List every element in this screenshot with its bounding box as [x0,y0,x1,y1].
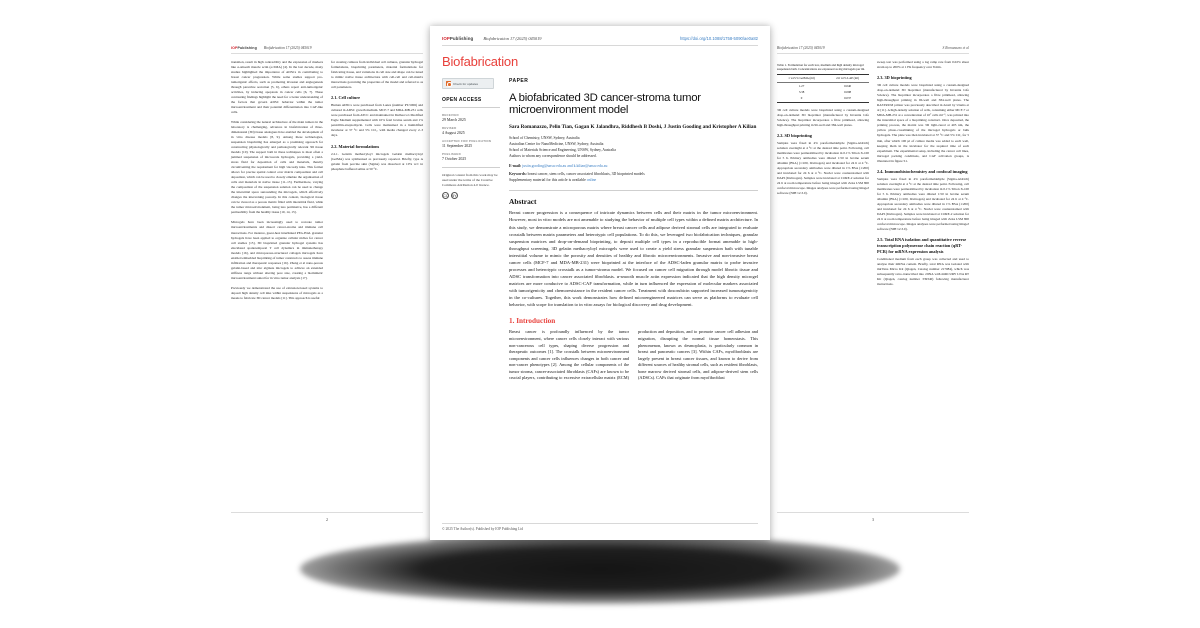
paragraph: 3D cell culture models were bioprinted using a custom-designed drop-on-demand 3D bioprinter (manufactured by Inventia Life Science). The bioprinter incorporates a fibre printhead, allowing high-throughput printing in 96-well and 384-well plates. The RASTRUM printer was previously described in detail by Utama et al [11]. A high-density solution of cells, containing either MCF-7 or MDA-MB-231 at a concentration of 10⁷ cells ml⁻¹, was printed into the interstitial space of a bioprinting construct. Once deposited, the printing process, the matrix was 3D light-cured at 405 nm, the yellow photo-crosslinking of the microgel hydrogels or bulk hydrogels. The plate was then incubated at 37 °C and 5% CO₂ for 5 min, after which 100 µl of culture media was added to each well, keeping them in the incubator for the required time of each experiment. The experimental setup, including the cancer cell lines, microgel packing conditions, and CAF activation groups, is illustrated in figure S1. [877,83,969,163]
article-metadata-rail [442,78,500,382]
keywords-value: breast cancer, stem cells, cancer associated fibroblasts, 3D bioprinted models [527,171,645,176]
date-published [442,152,500,161]
correspondence-emails [509,164,758,168]
supplementary-line [509,178,758,184]
journal-citation: Biofabrication 17 (2025) 045019 [263,46,312,50]
page-number-right: 3 [872,517,874,522]
table-cell: 0 [777,95,826,102]
paragraph: for creating cultures from individual cell cultures, granular hydrogel formulations, bioprinting parameters, material formulations for fabricating tissue, and variations in cell size and shape can be tuned to mimic native tissue architecture with cell-cell and cell-matrix interactions governing the properties of the model and referred to as cell parameters. [331,60,423,90]
section-heading-3d-bioprinting: 2.3. 3D bioprinting [877,75,912,81]
right-page-column-1 [777,60,869,292]
journal-citation: Biofabrication 17 (2025) 045019 [483,36,542,41]
title-page-footer [442,523,758,531]
table-caption: Table 1. Formulation for each low, medium and high density microgel suspension bath. Concentrations are expressed as mg microgels per ml. [777,63,866,72]
crossmark-label: Check for updates [453,81,479,86]
paragraph: Samples were fixed in 4% paraformaldehyde (Sigma-Aldrich) solution overnight at 4 °C at the desired time point. Following, cell membranes were permeabilised by incubation in 0.1% Triton X-100 for 5 h. Primary antibodies were diluted 1:50 in bovine serum albumin (BSA) (1:100, Invitrogen) and incubated for 24 h at 4 °C. Appropriate secondary antibodies were diluted in 1% BSA (1:200) and incubated for 24 h at 4 °C. Nuclei were counterstained with DAPI (Invitrogen). Samples were incubated at CORE-2 solution for 24 h at room temperature before being imaged with Zeiss LSM 800 confocal microscope. Images analyses were performed using ImageJ software (NIH v2.3.0). [877,176,969,232]
left-page-header [231,46,423,54]
table-cell: 0.040 [844,84,852,89]
page-title: A biofabricated 3D cancer-stroma tumor microenvironment model [509,91,701,117]
affiliation-item: School of Chemistry, UNSW, Sydney, Australia [509,135,580,140]
page-left [222,38,432,530]
affiliation-item: School of Materials Science and Engineering, UNSW, Sydney, Australia [509,147,616,152]
paragraph: contributing to excessive extracellular matrix (ECM) production and deposition, and to promote cancer cell adhesion and migration, disrupting the normal tissue homeostasis. This phenomenon, known as desmoplasia, is particularly common in breast and pancreatic cancers [3]. Within CAFs, myofibroblasts are largely present in breast cancer tissues, and known to derive from different sources of healthy stromal cells, such as resident fibroblasts, bone marrow derived stromal cells, and adipose-derived stem cells (ADSCs). CAFs that originate from myofibroblast [536,329,758,381]
iop-logo: IOPPublishing [231,46,257,50]
affiliations [509,136,758,160]
page-number-left: 2 [326,517,328,522]
left-page-column-1 [231,60,323,306]
crossmark-icon [446,81,451,86]
table-cell: 0.098 [844,90,852,95]
date-value: 29 March 2025 [442,117,466,122]
page-title [430,26,770,540]
copyright-text: © 2025 The Author(s). Published by IOP Publishing Ltd [442,527,524,531]
date-revised [442,126,500,135]
paragraph: Breast cancer is profoundly influenced by the tumor microenvironment, where cancer cells closely interact with various non-cancerous cell types, shaping diverse progression and therapeutic outcomes [1]. The crosstalk between microenvironment components and cancer cells influences changes in both cancer and non-cancer phenotypes [2]. Among the cellular components of the tumor stroma, cancer-associated fibroblasts (CAFs) are known to be crucial players, [509,329,629,381]
introduction-body [509,329,758,381]
date-label: REVISED [442,126,457,130]
date-label: ACCEPTED FOR PUBLICATION [442,139,492,143]
supplementary-link[interactable]: online [586,177,597,182]
right-page-column-2 [877,60,969,292]
footer-rule [777,512,969,513]
footer-rule [231,512,423,513]
creative-commons-badges [442,192,500,199]
introduction-heading: 1. Introduction [509,317,556,326]
table-header-cell: 1 wt/v% GelMA (ml) [777,74,826,82]
date-label: PUBLISHED [442,152,461,156]
section-heading-material-formulations: 2.2. Material formulations [331,143,380,149]
paragraph: Previously we demonstrated the use of extrusion-based systems to deposit high density cell inks within suspensions of microgels as a means to fabricate 3D cancer models [11]. This approach is useful [231,285,323,300]
paragraph: 3D cell culture models were bioprinted using a custom-designed drop-on-demand 3D bioprinter (manufactured by Inventia Life Science). The bioprinter incorporates a fibre printhead, allowing high-throughput printing in 96-well and 384-well plates. [777,107,869,127]
table-header-row [777,74,869,82]
formulation-table [777,63,869,103]
section-heading-bioprinting-left: 2.2. SD bioprinting [777,132,812,138]
paragraph: Human ADSCs were purchased from Lonza (number PT-5006) and cultured in ADSC growth medium. MCF-7 and MDA-MB-231 cells were purchased from ATCC and maintained in Dulbecco's Modified Eagle Medium supplemented with 10% fetal bovine serum and 1% penicillin-streptomycin. Cells were maintained in a humidified incubator at 37 °C and 5% CO₂, with media changed every 2–3 days. [331,103,423,138]
abstract-heading: Abstract [509,190,758,206]
paragraph: 2.2.1. Gelatin methacryloyl microgels Gelatin methacryloyl (GelMA) was synthesised as previously reported. Briefly, type A gelatin from porcine skin (Sigma) was dissolved at 10% w/v in phosphate buffered saline at 50 °C. [331,151,423,171]
doi-link[interactable]: https://doi.org/10.1088/1758-5090/ae0a82 [680,36,758,41]
cc-by-icon: BY [451,192,457,198]
abstract-text: Breast cancer progression is a consequence of intricate dynamics between cells and their matrix in the tumor microenvironment. However, most in vitro models are not amenable to studying the behavior of multiple cell types within a defined matrix architecture. In this study, we demonstrate a microporous matrix where breast cancer cells and adipose derived stromal cells are integrated to evaluate crosstalk between matrix parameters and heterotypic cell populations. To do this, we leveraged two biofabrication techniques, granular suspension matrices and drop-on-demand bioprinting, to deposit multiple cell types in a reproducible format amenable to high-throughput screening. 3D gelatin methacryloyl microgels were used to create a yield stress granular suspension bath with tunable interstitial volume to mimic the porosity and densities of healthy and fibrotic microenvironments. Invasive and non-invasive breast cancer cells (MCF-7 and MDA-MB-231) were bioprinted at the interface of the ADSC-laden granular matrix to probe invasive processes and heterotypic crosstalk as a tumor-stroma model. We focused on cancer cell migration through model fibrotic tissue and ADSC transformation into cancer associated fibroblasts. α-smooth muscle actin expression indicated that the high density microgel matrices are more conducive to ADSC-CAF transformation, while in turn influenced the expression of molecular markers associated with tumorigenicity and chemoresistance in the resident cancer cells. Treatment with doxorubicin supported increased tumourigenicity in the co-cultures. Together, this work demonstrates how defined microengineered matrices can serve as platforms to evaluate cell behavior, with scope for translation to in vitro assays for biological discovery and drug development. [509,210,758,308]
paragraph: sweep test was performed using a log ramp rate from 0.02% shear strain up to 200% at 1 Hz frequency over 8 min. [877,60,969,70]
page-drop-shadow [300,534,900,604]
affiliation-item: Australian Centre for NanoMedicine, UNSW, Sydney, Australia [509,141,604,146]
date-value: 7 October 2025 [442,156,467,161]
author-list-text: Sara Romanazzo, Pelin Tian, Gagan K Jalandhra, Riddhesh B Doshi, J Justin Gooding and Kristopher A Kilian [509,124,757,131]
right-page-header [777,46,969,54]
cc-icon: CC [443,192,449,198]
left-page-column-2 [331,60,423,306]
title-page-header [442,36,758,46]
email-link[interactable]: justin.gooding@unsw.edu.au and k.kilian@unsw.edu.au [522,163,608,168]
date-received [442,113,500,122]
date-accepted [442,139,500,148]
left-page-columns [231,60,423,306]
section-heading-cell-culture: 2.1. Cell culture [331,95,361,101]
journal-title: Biofabrication [442,54,518,69]
crossmark-button[interactable] [442,78,494,89]
author-list [509,124,758,132]
article-type-kicker: PAPER [509,78,529,84]
journal-citation: Biofabrication 17 (2025) 045019 [777,46,825,50]
date-label: RECEIVED [442,113,459,117]
paragraph: transition, result in high contractility and the expression of markers like α-smooth muscle actin (α-SMA) [4]. In the last decade, many studies highlighted the importance of ADSCs in contributing to breast cancer progression. While some studies support pro-tumorigenic effects, such as promoting invasion and angiogenesis through paracrine secretion [5, 6], others report anti-tumorigenic activities, by inducing apoptosis in cancer cells [6, 7]. These contrasting findings highlight the need for a better understanding of the factors that govern ADSC behavior within the tumor microenvironment and their potential differentiation into CAF-like cells. [231,60,323,115]
table-row [777,95,869,102]
table-row [777,82,869,89]
right-page-columns [777,60,969,292]
title-page-main [509,78,758,382]
section-heading-immunohistochemistry: 2.4. Immunohistochemistry and confocal imaging [877,168,968,174]
paragraph: While considering the natural architecture of the main tumors in the laboratory is challenging, advances in biofabrication of three-dimensional (3D) tissue analogues have enabled the development of in vitro disease models [8, 9]. Among these technologies, suspension bioprinting has emerged as a promising approach for constructing physiologically and pathologically relevant 3D tissue models [10]. The support bath in these techniques is most often a jammed suspension of microscale hydrogels, providing a yield-stress fluid for deposition of cells and materials, thereby circumventing the requirement for high viscosity inks. This format allows for precise spatial control over matrix composition and cell deposition, which can be used to closely emulate the organisation of cells and materials in native tissue [11–13]. Furthermore, varying the composition of the suspension solution can be used to change the interstitial space surrounding the microgels, which effectively changes the intervening porosity. In this context, biological tissue can be viewed as a porous matrix filled with interstitial fluid, while the tumor microenvironment, being less permissive, has a different permeability from the healthy tissue [10, 14, 15]. [231,120,323,215]
license-note [442,167,500,188]
supplementary-label: Supplementary material for this article is available [509,177,586,182]
date-value: 11 September 2025 [442,143,473,148]
table-cell: 3.38 [798,90,805,95]
table-header-cell: 2.6 wt% LAP (ml) [826,74,869,82]
running-head: S Romanazzo et al [942,46,969,50]
affiliation-item: Authors to whom any correspondence should be addressed. [509,153,597,158]
paragraph: Microgels have been increasingly used to recreate tumor microenvironments and dissect cancer-stroma and immune cell interactions. For instance, guest-host interlinked PEG-HAL granular hydrogels have been applied to organize cellular niches for cancer cell studies [15], 3D bioprinted granular hydrogel systems has elucidated spatiotemporal T cell dynamics in immunotherapy models [16], and microporous-structured collagen microgels have enabled embedded bioprinting of tumor constructs to assess immune infiltration and therapeutic responses [16]. Zhang et al nano-porous gelatin-based and zinc alginate microgels to achieve an extended stiffness range without altering pore size, creating a biomimetic microenvironment suited for in vitro tumor analysis [17]. [231,220,323,280]
open-access-badge: OPEN ACCESS [442,97,500,108]
paragraph: Conditioned medium from each group was collected and used to analyse their mRNA content. Briefly, total RNA was isolated with mirVana Micro Kit (Qiagen, Catalog number 217084), which was subsequently retro-transcribed into cDNA with miRCURY LNA RT Kit (Qiagen, catalog number 339340) following manufacturer instructions. [877,256,969,287]
table-cell: 1.27 [798,84,805,89]
email-label: E-mail: [509,163,522,168]
license-note-text: Original content from this work may be used under the terms of the Creative Commons Attribution 4.0 licence. [442,172,498,187]
section-heading-rna-isolation: 2.5. Total RNA isolation and quantitative reverse transcription polymerase chain reaction (qRT-PCR) for mRNA expression analysis [877,237,967,254]
table-cell: 0.037 [826,95,869,102]
iop-logo: IOPPublishing [442,36,474,41]
keywords-label: Keywords: [509,171,527,176]
date-value: 4 August 2025 [442,130,465,135]
paragraph: Samples were fixed in 4% paraformaldehyde (Sigma-Aldrich) solution overnight at 4 °C at the desired time point. Following, cell membranes were permeabilised by incubation in 0.1% Triton X-100 for 5 h. Primary antibodies were diluted 1:50 in bovine serum albumin (BSA) (1:100, Invitrogen) and incubated for 24 h at 4 °C. Appropriate secondary antibodies were diluted in 1% BSA (1:200) and incubated for 24 h at 4 °C. Nuclei were counterstained with DAPI (Invitrogen). Samples were incubated at CORE-2 solution for 24 h at room temperature before being imaged with Zeiss LSM 800 confocal microscope. Images analyses were performed using ImageJ software (NIH v2.3.0). [777,140,869,196]
page-right [768,38,978,530]
